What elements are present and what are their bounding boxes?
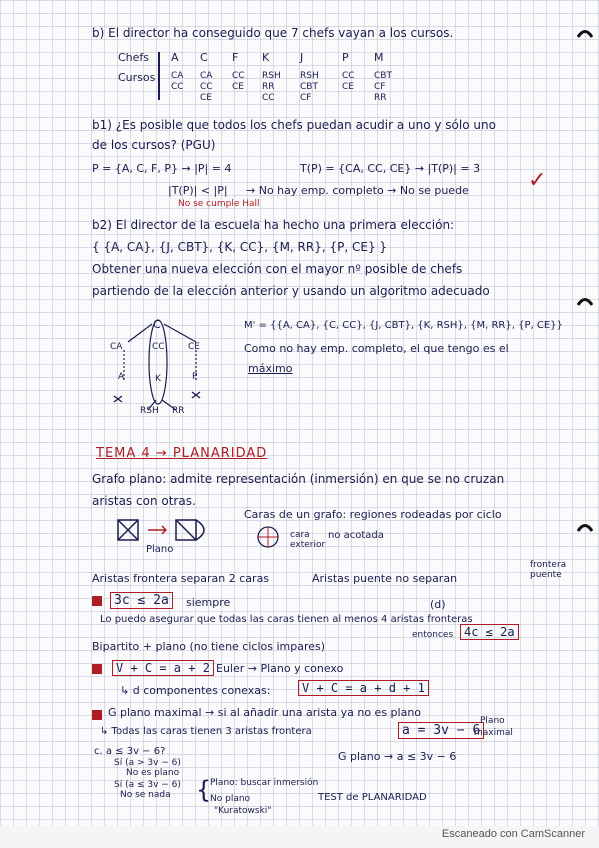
problem-b-heading: b) El director ha conseguido que 7 chefs vayan a los cursos.	[92, 26, 454, 40]
question-b2-line3: Obtener una nueva elección con el mayor nº posible de chefs	[92, 262, 463, 276]
formula-tp: T(P) = {CA, CC, CE} → |T(P)| = 3	[300, 162, 481, 175]
course-cell: CE	[200, 93, 212, 103]
then-label: entonces	[412, 630, 454, 640]
course-cell: CBT	[374, 71, 392, 81]
frontier-tag: frontera	[530, 560, 567, 570]
question-b1-line1: b1) ¿Es posible que todos los chefs puedan acudir a uno y sólo uno	[92, 118, 496, 132]
chef-name-cell: C	[200, 51, 208, 64]
maximal-planar-note: G plano maximal → si al añadir una arista ya no es plano	[108, 706, 422, 719]
d-label: (d)	[430, 598, 446, 611]
course-cell: CC	[262, 93, 275, 103]
test-not-planar: No es plano	[126, 768, 180, 778]
frontier-edges-note: Aristas frontera separan 2 caras	[92, 572, 270, 585]
matching-m-prime: M' = {{A, CA}, {C, CC}, {J, CBT}, {K, RSH}, {M, RR}, {P, CE}}	[244, 320, 563, 331]
bipartite-note: Bipartito + plano (no tiene ciclos impares)	[92, 640, 326, 653]
course-cell: RSH	[262, 71, 281, 81]
tema4-title: TEMA 4 → PLANARIDAD	[96, 446, 268, 461]
inequality-3c-2a: 3c ≤ 2a	[110, 592, 173, 609]
maximal-tag-maximal: maximal	[474, 728, 513, 738]
hall-inequality: |T(P)| < |P|	[168, 184, 228, 197]
euler-formula-components: V + C = a + d + 1	[298, 680, 429, 696]
planarity-test-title: TEST de PLANARIDAD	[318, 792, 427, 803]
formula-p: P = {A, C, F, P} → |P| = 4	[92, 162, 232, 175]
planar-definition-line2: aristas con otras.	[92, 494, 196, 508]
graph-node-cc: CC	[152, 342, 165, 352]
table-divider	[158, 52, 160, 100]
test-question: c. a ≤ 3v − 6?	[94, 746, 166, 757]
course-cell: CC	[342, 71, 355, 81]
planar-bound-note: G plano → a ≤ 3v − 6	[338, 750, 457, 763]
graph-node-k: K	[155, 374, 161, 384]
course-cell: CE	[232, 82, 244, 92]
chef-name-cell: F	[232, 51, 239, 64]
binder-ring-icon	[577, 522, 593, 532]
test-planar-option: Plano: buscar inmersión	[210, 778, 319, 788]
graph-node-ca: CA	[110, 342, 123, 352]
test-brace: {	[196, 776, 212, 804]
bullet-mark	[92, 664, 102, 674]
bridge-tag: puente	[530, 570, 562, 580]
course-cell: CF	[374, 82, 386, 92]
chef-name-cell: M	[374, 51, 384, 64]
bullet-mark	[92, 596, 102, 606]
faces-sketch	[254, 525, 284, 549]
matching-note-line2: máximo	[248, 362, 293, 375]
maximal-faces-note: ↳ Todas las caras tienen 3 aristas frontera	[100, 726, 312, 737]
faces-definition: Caras de un grafo: regiones rodeadas por ciclo	[244, 508, 502, 521]
course-cell: CBT	[300, 82, 318, 92]
chef-name-cell: P	[342, 51, 349, 64]
four-frontier-note: Lo puedo asegurar que todas las caras tienen al menos 4 aristas fronteras	[100, 614, 473, 625]
course-cell: RR	[262, 82, 275, 92]
course-cell: RSH	[300, 71, 319, 81]
checkmark-icon: ✓	[528, 168, 547, 193]
course-cell: RR	[374, 93, 387, 103]
graph-node-top: C	[153, 318, 161, 331]
maximal-edge-formula: a = 3v − 6	[398, 722, 484, 739]
always-note: siempre	[186, 596, 231, 609]
table-chefs-label: Chefs	[118, 51, 150, 64]
course-cell: CF	[300, 93, 312, 103]
chef-name-cell: A	[171, 51, 179, 64]
question-b1-line2: de los cursos? (PGU)	[92, 138, 216, 152]
table-cursos-label: Cursos	[118, 71, 156, 84]
question-b2-line1: b2) El director de la escuela ha hecho una primera elección:	[92, 218, 455, 232]
euler-note: Euler → Plano y conexo	[216, 662, 344, 675]
bullet-mark	[92, 710, 102, 720]
planar-definition-line1: Grafo plano: admite representación (inmersión) en que se no cruzan	[92, 472, 505, 486]
exterior-label: exterior	[290, 540, 326, 550]
binder-ring-icon	[577, 296, 593, 306]
graph-node-rr: RR	[172, 406, 185, 416]
binder-ring-icon	[577, 28, 593, 38]
course-cell: CE	[342, 82, 354, 92]
hall-note: No se cumple Hall	[178, 199, 260, 209]
maximal-tag-plano: Plano	[480, 716, 505, 726]
graph-node-ce: CE	[188, 342, 200, 352]
matching-graph	[100, 310, 230, 430]
scanner-watermark: Escaneado con CamScanner	[441, 828, 585, 840]
unbounded-label: no acotada	[328, 530, 384, 541]
hall-conclusion: → No hay emp. completo → No se puede	[246, 184, 469, 197]
inequality-4c-2a: 4c ≤ 2a	[460, 624, 519, 640]
graph-node-p: P	[192, 372, 198, 382]
test-no-branch: Sí (a ≤ 3v − 6)	[114, 780, 181, 790]
graph-node-rsh: RSH	[140, 406, 159, 416]
course-cell: CC	[200, 82, 213, 92]
face-label: cara	[290, 530, 310, 540]
chef-name-cell: K	[262, 51, 270, 64]
question-b2-line2: { {A, CA}, {J, CBT}, {K, CC}, {M, RR}, {P, CE} }	[92, 240, 388, 254]
test-nonplanar-option: No plano	[210, 794, 251, 804]
plano-label: Plano	[146, 544, 174, 555]
course-cell: CA	[200, 71, 213, 81]
course-cell: CC	[171, 82, 184, 92]
bridge-edges-note: Aristas puente no separan	[312, 572, 458, 585]
course-cell: CA	[171, 71, 184, 81]
test-yes-branch: Sí (a > 3v − 6)	[114, 758, 181, 768]
test-kuratowski: "Kuratowski"	[214, 806, 272, 816]
course-cell: CC	[232, 71, 245, 81]
graph-node-a: A	[118, 372, 125, 382]
euler-formula: V + C = a + 2	[112, 660, 214, 676]
test-unknown: No se nada	[120, 790, 171, 800]
matching-note-line1: Como no hay emp. completo, el que tengo es el	[244, 342, 509, 355]
components-note: ↳ d componentes conexas:	[120, 684, 271, 697]
question-b2-line4: partiendo de la elección anterior y usando un algoritmo adecuado	[92, 284, 490, 298]
chef-name-cell: J	[300, 51, 304, 64]
